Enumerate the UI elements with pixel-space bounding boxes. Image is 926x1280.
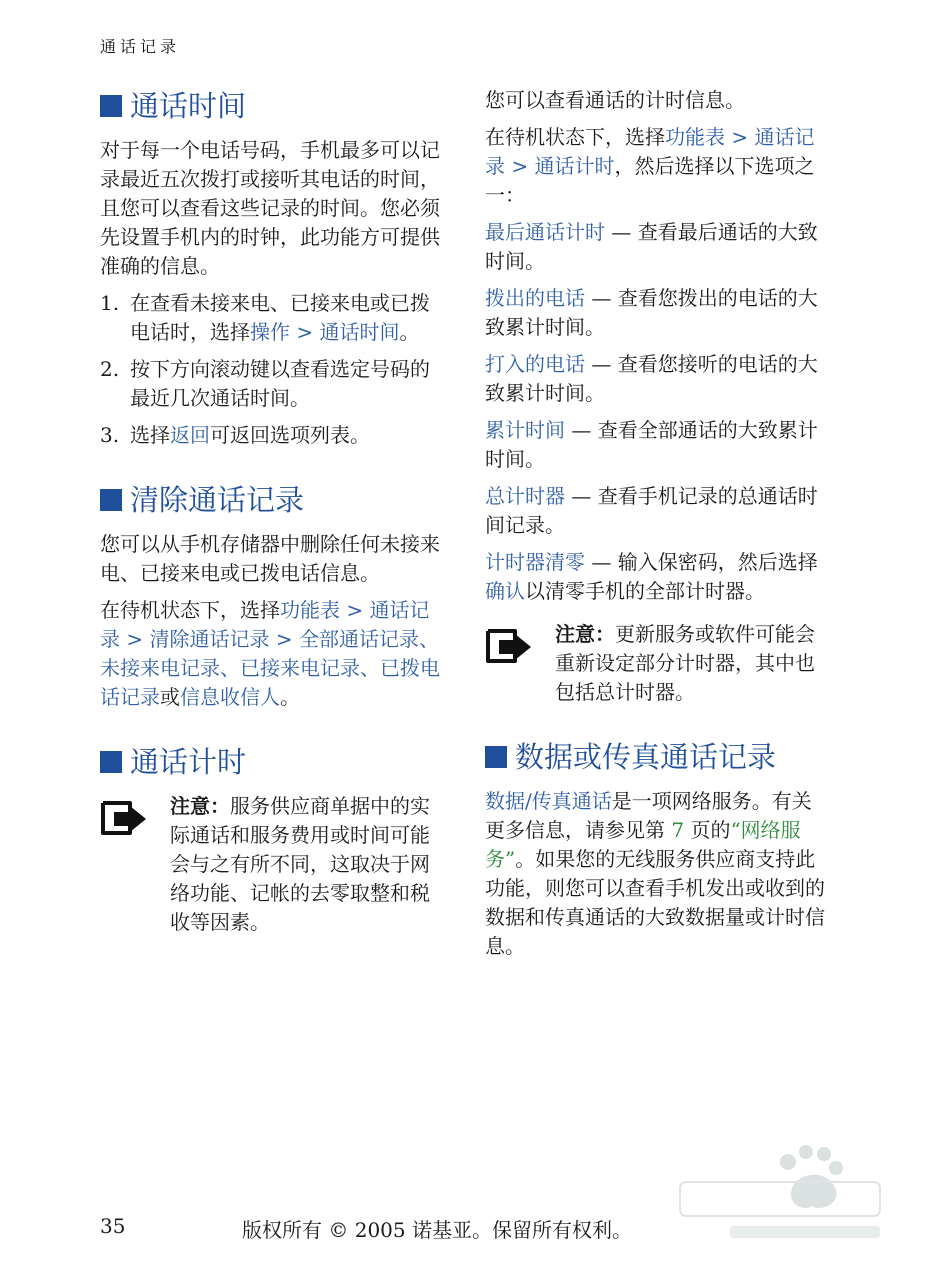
section-heading-call-duration: 通话时间 [100,86,445,126]
running-header: 通话记录 [100,37,181,56]
timers-intro: 您可以查看通话的计时信息。 [485,88,745,112]
note-icon [485,628,535,664]
page-reference: 7 [671,818,685,842]
note-block: 注意：服务供应商单据中的实际通话和服务费用或时间可能会与之有所不同，这取决于网络功能、记帐的去零取整和税收等因素。 [100,792,445,937]
section-heading-call-timers: 通话计时 [100,742,445,782]
step-item: 2. 按下方向滚动键以查看选定号码的最近几次通话时间。 [100,357,430,410]
timer-option-dialed: 拨出的电话 — 查看您拨出的电话的大致累计时间。 [485,286,818,339]
clear-logs-desc: 您可以从手机存储器中删除任何未接来电、已接来电或已拨电话信息。 [100,532,440,585]
timer-option-all-calls: 累计时间 — 查看全部通话的大致累计时间。 [485,418,818,471]
heading-square-icon [485,746,507,768]
clear-logs-path: 在待机状态下，选择功能表 > 通话记录 > 清除通话记录 > 全部通话记录、未接来电记录、已接来电记录、已拨电话记录或信息收信人。 [100,598,440,709]
copyright-notice: 版权所有 © 2005 诺基亚。保留所有权利。 [242,1218,632,1242]
call-duration-intro: 对于每一个电话号码，手机最多可以记录最近五次拨打或接听其电话的时间，且您可以查看这些记录的时间。您必须先设置手机内的时钟，此功能方可提供准确的信息。 [100,138,440,278]
timers-path: 在待机状态下，选择功能表 > 通话记录 > 通话计时，然后选择以下选项之一： [485,125,815,207]
heading-square-icon [100,751,122,773]
call-duration-steps [100,289,445,450]
menu-link-options: 操作 [250,320,290,344]
step-item: 3. 选择返回可返回选项列表。 [100,423,370,447]
timer-option-received: 打入的电话 — 查看您接听的电话的大致累计时间。 [485,352,818,405]
heading-square-icon [100,95,122,117]
menu-link-call-duration: 通话时间 [319,320,400,344]
step-item: 1. 在查看未接来电、已接来电或已拨电话时，选择操作 > 通话时间。 [100,291,430,344]
section-heading-data-fax: 数据或传真通话记录 [485,737,830,777]
page-number: 35 [100,1214,126,1238]
note-icon [100,800,150,836]
heading-square-icon [100,489,122,511]
section-heading-clear-logs: 清除通话记录 [100,480,445,520]
section-reference: “网络服务” [485,818,801,871]
data-fax-desc: 数据/传真通话是一项网络服务。有关更多信息，请参见第 7 页的“网络服务”。如果您的无线服务供应商支持此功能，则您可以查看手机发出或收到的数据和传真通话的大致数据量或计时信息。 [485,789,825,958]
watermark-logo-icon [670,1140,890,1250]
timer-option-reset: 计时器清零 — 输入保密码，然后选择确认以清零手机的全部计时器。 [485,550,818,603]
left-column [100,86,445,937]
right-column [485,86,830,969]
note-block: 注意：更新服务或软件可能会重新设定部分计时器，其中也包括总计时器。 [485,620,830,707]
timer-option-last-call: 最后通话计时 — 查看最后通话的大致时间。 [485,220,818,273]
timer-option-life-timer: 总计时器 — 查看手机记录的总通话时间记录。 [485,484,818,537]
menu-link-back: 返回 [170,423,210,447]
